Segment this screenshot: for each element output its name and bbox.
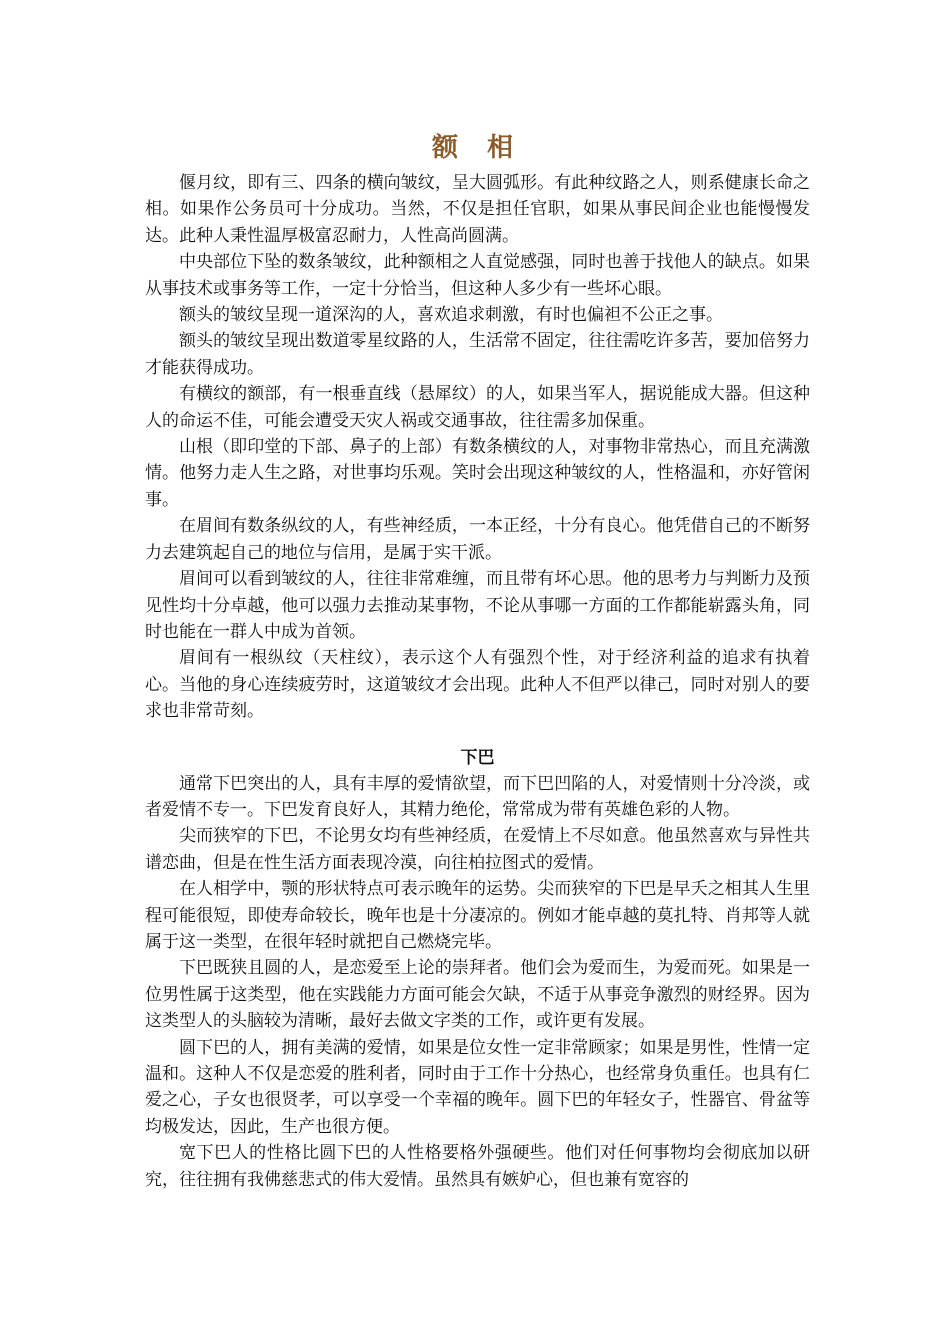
page-title: 额 相 [431, 133, 524, 163]
section-heading: 下巴 [460, 747, 495, 768]
paragraph: 山根（即印堂的下部、鼻子的上部）有数条横纹的人，对事物非常热心，而且充满激情。他努力走人生之路，对世事均乐观。笑时会出现这种皱纹的人，性格温和，亦好管闲事。 [145, 437, 810, 510]
paragraph: 眉间有一根纵纹（天柱纹），表示这个人有强烈个性，对于经济利益的追求有执着心。当他的身心连续疲劳时，这道皱纹才会出现。此种人不但严以律己，同时对别人的要求也非常苛刻。 [145, 648, 810, 722]
paragraph: 圆下巴的人，拥有美满的爱情，如果是位女性一定非常顾家；如果是男性，性情一定温和。这种人不仅是恋爱的胜利者，同时由于工作十分热心，也经常身负重任。也具有仁爱之心，子女也很贤孝，可以享受一个幸福的晚年。圆下巴的年轻女子，性器官、骨盆等均极发达，因此，生产也很方便。 [145, 1037, 810, 1137]
paragraph: 下巴既狭且圆的人，是恋爱至上论的崇拜者。他们会为爱而生，为爱而死。如果是一位男性属于这类型，他在实践能力方面可能会欠缺，不适于从事竞争激烈的财经界。因为这类型人的头脑较为清晰，最好去做文字类的工作，或许更有发展。 [145, 958, 810, 1032]
paragraph: 在眉间有数条纵纹的人，有些神经质，一本正经，十分有良心。他凭借自己的不断努力去建筑起自己的地位与信用，是属于实干派。 [145, 516, 810, 563]
paragraph: 眉间可以看到皱纹的人，往往非常难缠，而且带有坏心思。他的思考力与判断力及预见性均十分卓越，他可以强力去推动某事物，不论从事哪一方面的工作都能崭露头角，同时也能在一群人中成为首领。 [145, 569, 810, 642]
paragraph: 有横纹的额部，有一根垂直线（悬犀纹）的人，如果当军人，据说能成大器。但这种人的命运不佳，可能会遭受天灾人祸或交通事故，往往需多加保重。 [145, 384, 810, 431]
paragraph: 宽下巴人的性格比圆下巴的人性格要格外强硬些。他们对任何事物均会彻底加以研究，往往拥有我佛慈悲式的伟大爱情。虽然具有嫉妒心，但也兼有宽容的 [145, 1143, 810, 1190]
chin-section [145, 745, 810, 1194]
forehead-section [145, 170, 810, 725]
document-page [145, 128, 810, 1193]
paragraph: 额头的皱纹呈现一道深沟的人，喜欢追求刺激，有时也偏袒不公正之事。 [179, 305, 723, 326]
paragraph: 额头的皱纹呈现出数道零星纹路的人，生活常不固定，往往需吃许多苦，要加倍努力才能获得成功。 [145, 331, 810, 378]
paragraph: 在人相学中，颚的形状特点可表示晚年的运势。尖而狭窄的下巴是早夭之相其人生里程可能很短，即使寿命较长，晚年也是十分凄凉的。例如才能卓越的莫扎特、肖邦等人就属于这一类型，在很年轻时就把自己燃烧完毕。 [145, 879, 810, 952]
paragraph: 通常下巴突出的人，具有丰厚的爱情欲望，而下巴凹陷的人，对爱情则十分冷淡，或者爱情不专一。下巴发育良好人，其精力绝伦，常常成为带有英雄色彩的人物。 [145, 773, 810, 820]
paragraph: 中央部位下坠的数条皱纹，此种额相之人直觉感强，同时也善于找他人的缺点。如果从事技术或事务等工作，一定十分恰当，但这种人多少有一些坏心眼。 [145, 252, 810, 299]
paragraph: 尖而狭窄的下巴，不论男女均有些神经质，在爱情上不尽如意。他虽然喜欢与异性共谱恋曲，但是在性生活方面表现冷漠，向往柏拉图式的爱情。 [145, 826, 810, 873]
paragraph: 偃月纹，即有三、四条的横向皱纹，呈大圆弧形。有此种纹路之人，则系健康长命之相。如果作公务员可十分成功。当然，不仅是担任官职，如果从事民间企业也能慢慢发达。此种人秉性温厚极富忍耐力，人性高尚圆满。 [145, 173, 810, 246]
